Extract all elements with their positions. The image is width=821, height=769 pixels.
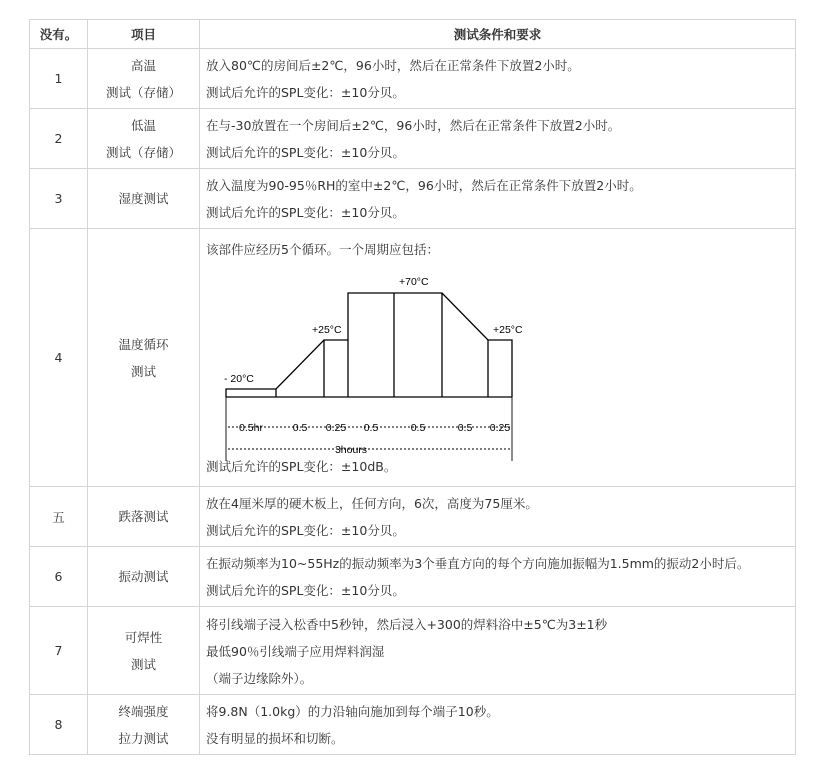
row-item <box>88 547 200 607</box>
item-line: 可焊性 <box>124 629 163 645</box>
row-number: 4 <box>30 229 88 487</box>
temp-label: +70°C <box>399 276 429 288</box>
row-item <box>88 109 200 169</box>
condition-line: 测试后允许的SPL变化：±10分贝。 <box>206 85 405 100</box>
table-row <box>30 169 796 229</box>
item-line: 温度循环 <box>118 336 169 352</box>
duration-label: 0.5 <box>363 422 379 434</box>
condition-line: 在与-30放置在一个房间后±2℃，96小时，然后在正常条件下放置2小时。 <box>206 118 621 133</box>
item-line: 测试（存储） <box>105 84 181 100</box>
condition-line: 测试后允许的SPL变化：±10分贝。 <box>206 205 405 220</box>
duration-label: 0.25 <box>489 422 511 434</box>
item-line: 拉力测试 <box>118 730 169 746</box>
row-number: 五 <box>30 487 88 547</box>
row-item <box>88 695 200 755</box>
duration-label: 0.5hr <box>239 422 263 434</box>
row-number: 8 <box>30 695 88 755</box>
row-conditions <box>200 547 796 607</box>
item-line: 高温 <box>130 57 156 73</box>
row-item <box>88 49 200 109</box>
condition-line: 该部件应经历5个循环。一个周期应包括： <box>206 242 439 257</box>
item-line: 跌落测试 <box>118 509 169 524</box>
item-line: 测试 <box>130 363 156 379</box>
duration-label: 0.5 <box>292 422 308 434</box>
row-number: 2 <box>30 109 88 169</box>
condition-line: 将9.8N（1.0kg）的力沿轴向施加到每个端子10秒。 <box>206 704 499 719</box>
row-item <box>88 487 200 547</box>
condition-line: 测试后允许的SPL变化：±10分贝。 <box>206 583 405 598</box>
temp-label: +25°C <box>493 324 523 336</box>
condition-line: 放入温度为90-95％RH的室中±2℃，96小时，然后在正常条件下放置2小时。 <box>206 178 642 193</box>
condition-line: 测试后允许的SPL变化：±10dB。 <box>206 459 397 474</box>
condition-line: 放在4厘米厚的硬木板上，任何方向，6次，高度为75厘米。 <box>206 496 538 511</box>
condition-line: 放入80℃的房间后±2℃，96小时，然后在正常条件下放置2小时。 <box>206 58 580 73</box>
row-conditions <box>200 229 796 487</box>
item-line: 湿度测试 <box>118 191 169 206</box>
temp-label: +25°C <box>312 324 342 336</box>
table-row <box>30 229 796 487</box>
row-item <box>88 229 200 487</box>
row-number: 7 <box>30 607 88 695</box>
total-duration-label: 3hours <box>334 444 368 456</box>
condition-line: 没有明显的损坏和切断。 <box>206 731 344 746</box>
header-item: 项目 <box>88 20 200 49</box>
row-conditions <box>200 109 796 169</box>
table-row <box>30 547 796 607</box>
table-row <box>30 109 796 169</box>
item-line: 测试（存储） <box>105 144 181 160</box>
temp-label: - 20°C <box>224 373 254 385</box>
table-row <box>30 607 796 695</box>
temperature-cycle-diagram <box>206 263 523 456</box>
condition-line: 最低90％引线端子应用焊料润湿 <box>206 643 385 659</box>
cycle-profile-line <box>226 293 512 397</box>
duration-label: 0.5 <box>457 422 473 434</box>
row-conditions <box>200 695 796 755</box>
header-number: 没有。 <box>30 20 88 49</box>
table-row <box>30 49 796 109</box>
item-line: 测试 <box>130 656 156 672</box>
condition-line: 在振动频率为10~55Hz的振动频率为3个垂直方向的每个方向施加振幅为1.5mm的振动2小时后。 <box>206 556 750 571</box>
item-line: 振动测试 <box>118 569 169 584</box>
item-line: 低温 <box>130 117 156 133</box>
table-row <box>30 487 796 547</box>
row-item <box>88 169 200 229</box>
condition-line: （端子边缘除外）。 <box>206 670 313 686</box>
row-number: 3 <box>30 169 88 229</box>
duration-label: 0.25 <box>325 422 347 434</box>
row-conditions <box>200 607 796 695</box>
condition-line: 测试后允许的SPL变化：±10分贝。 <box>206 145 405 160</box>
header-conditions: 测试条件和要求 <box>200 20 796 49</box>
row-item <box>88 607 200 695</box>
condition-line: 将引线端子浸入松香中5秒钟，然后浸入+300的焊料浴中±5℃为3±1秒 <box>206 616 608 632</box>
row-conditions <box>200 49 796 109</box>
table-row <box>30 695 796 755</box>
row-number: 6 <box>30 547 88 607</box>
header-row <box>30 20 796 49</box>
test-conditions-table <box>29 19 796 755</box>
duration-label: 0.5 <box>410 422 426 434</box>
row-conditions <box>200 487 796 547</box>
condition-line: 测试后允许的SPL变化：±10分贝。 <box>206 523 405 538</box>
row-number: 1 <box>30 49 88 109</box>
row-conditions <box>200 169 796 229</box>
item-line: 终端强度 <box>118 703 169 719</box>
